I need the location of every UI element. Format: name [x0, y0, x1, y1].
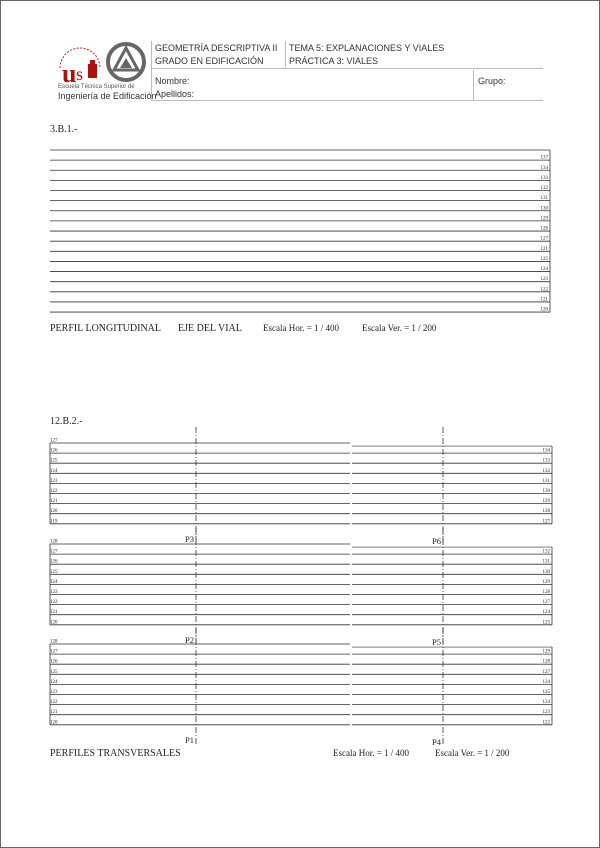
elevation-tick-label: 124	[50, 579, 58, 585]
section1-title: PERFIL LONGITUDINAL	[50, 323, 162, 334]
elevation-tick-label: 137	[540, 155, 548, 161]
section1-scale-ver: Escala Ver. = 1 / 200	[362, 323, 437, 333]
elevation-tick-label: 122	[542, 720, 550, 726]
elevation-tick-label: 121	[50, 499, 58, 505]
school-name-line2: Ingeniería de Edificación	[58, 91, 157, 101]
practice-title: PRÁCTICA 3: VIALES	[289, 56, 379, 66]
elevation-tick-label: 132	[542, 549, 550, 555]
elevation-tick-label: 123	[50, 478, 58, 484]
elevation-tick-label: 121	[50, 610, 58, 616]
elevation-tick-label: 126	[50, 448, 58, 454]
elevation-tick-label: 124	[542, 679, 550, 685]
elevation-tick-label: 125	[542, 690, 550, 695]
section2-id: 12.B.2.-	[50, 416, 83, 427]
elevation-tick-label: 125	[50, 569, 58, 575]
elevation-tick-label: 125	[50, 458, 58, 464]
elevation-tick-label: 126	[50, 659, 58, 665]
elevation-tick-label: 127	[542, 519, 550, 525]
degree-title: GRADO EN EDIFICACIÓN	[155, 56, 264, 66]
elevation-tick-label: 134	[542, 448, 550, 454]
elevation-tick-label: 124	[50, 679, 58, 685]
elevation-tick-label: 130	[540, 206, 548, 212]
elevation-tick-label: 128	[542, 590, 550, 595]
school-name-line1: Escuela Técnica Superior de	[58, 84, 135, 90]
group-label: Grupo:	[478, 76, 506, 86]
subject-title: GEOMETRÍA DESCRIPTIVA II	[155, 43, 278, 53]
svg-text:s: s	[76, 64, 84, 84]
elevation-tick-label: 122	[50, 600, 58, 606]
elevation-tick-label: 127	[50, 649, 58, 655]
elevation-tick-label: 128	[540, 226, 548, 232]
section1-id: 3.B.1.-	[50, 124, 78, 135]
elevation-tick-label: 128	[50, 639, 58, 645]
elevation-tick-label: 121	[540, 246, 548, 252]
elevation-tick-label: 132	[542, 468, 550, 474]
elevation-tick-label: 124	[542, 700, 550, 706]
elevation-tick-label: 133	[542, 458, 550, 464]
elevation-tick-label: 119	[50, 519, 58, 525]
elevation-tick-label: 121	[540, 297, 548, 303]
elevation-tick-label: 127	[50, 438, 58, 444]
profile-label: P5	[432, 636, 441, 647]
elevation-tick-label: 131	[542, 559, 550, 565]
elevation-tick-label: 120	[50, 620, 58, 626]
elevation-tick-label: 127	[542, 600, 550, 606]
elevation-tick-label: 131	[540, 196, 548, 202]
elevation-tick-label: 129	[542, 499, 550, 505]
elevation-tick-label: 131	[542, 478, 550, 484]
profile-label: P2	[185, 634, 194, 645]
elevation-tick-label: 128	[50, 539, 58, 545]
elevation-tick-label: 123	[540, 277, 548, 283]
elevation-tick-label: 127	[542, 669, 550, 675]
section1-scale: Escala Hor. = 1 / 400	[263, 323, 340, 333]
elevation-tick-label: 129	[542, 579, 550, 585]
elevation-tick-label: 120	[50, 720, 58, 726]
elevation-tick-label: 130	[542, 569, 550, 575]
elevation-tick-label: 126	[50, 559, 58, 565]
elevation-tick-label: 130	[542, 489, 550, 494]
elevation-tick-label: 128	[542, 509, 550, 515]
profile-label: P1	[185, 734, 194, 745]
elevation-tick-label: 127	[540, 236, 548, 242]
name-label: Nombre:	[155, 76, 190, 86]
elevation-tick-label: 120	[540, 307, 548, 313]
elevation-tick-label: 133	[540, 175, 548, 181]
profile-label: P6	[432, 535, 441, 546]
section2-scale: Escala Hor. = 1 / 400	[333, 748, 410, 758]
profile-label: P4	[432, 736, 441, 745]
elevation-tick-label: 122	[50, 700, 58, 706]
elevation-tick-label: 124	[50, 468, 58, 474]
elevation-tick-label: 123	[50, 590, 58, 595]
elevation-tick-label: 122	[50, 489, 58, 494]
elevation-tick-label: 122	[540, 287, 548, 293]
elevation-tick-label: 128	[542, 659, 550, 665]
topic-title: TEMA 5: EXPLANACIONES Y VIALES	[289, 43, 445, 53]
elevation-tick-label: 123	[542, 710, 550, 716]
elevation-tick-label: 134	[540, 165, 548, 171]
section2-scale-ver: Escala Ver. = 1 / 200	[435, 748, 510, 758]
section1-axis-label: EJE DEL VIAL	[178, 323, 242, 334]
elevation-tick-label: 127	[50, 549, 58, 555]
elevation-tick-label: 121	[50, 710, 58, 716]
elevation-tick-label: 132	[540, 186, 548, 192]
profile-label: P3	[185, 533, 194, 544]
elevation-tick-label: 120	[50, 509, 58, 515]
elevation-tick-label: 129	[542, 649, 550, 655]
surname-label: Apellidos:	[155, 89, 195, 99]
svg-text:u: u	[62, 59, 77, 86]
elevation-tick-label: 129	[540, 216, 548, 222]
elevation-tick-label: 125	[540, 256, 548, 262]
elevation-tick-label: 124	[542, 610, 550, 616]
section2-title: PERFILES TRANSVERSALES	[50, 748, 181, 759]
elevation-tick-label: 125	[542, 620, 550, 626]
elevation-tick-label: 123	[50, 690, 58, 695]
elevation-tick-label: 124	[540, 267, 548, 273]
elevation-tick-label: 125	[50, 669, 58, 675]
